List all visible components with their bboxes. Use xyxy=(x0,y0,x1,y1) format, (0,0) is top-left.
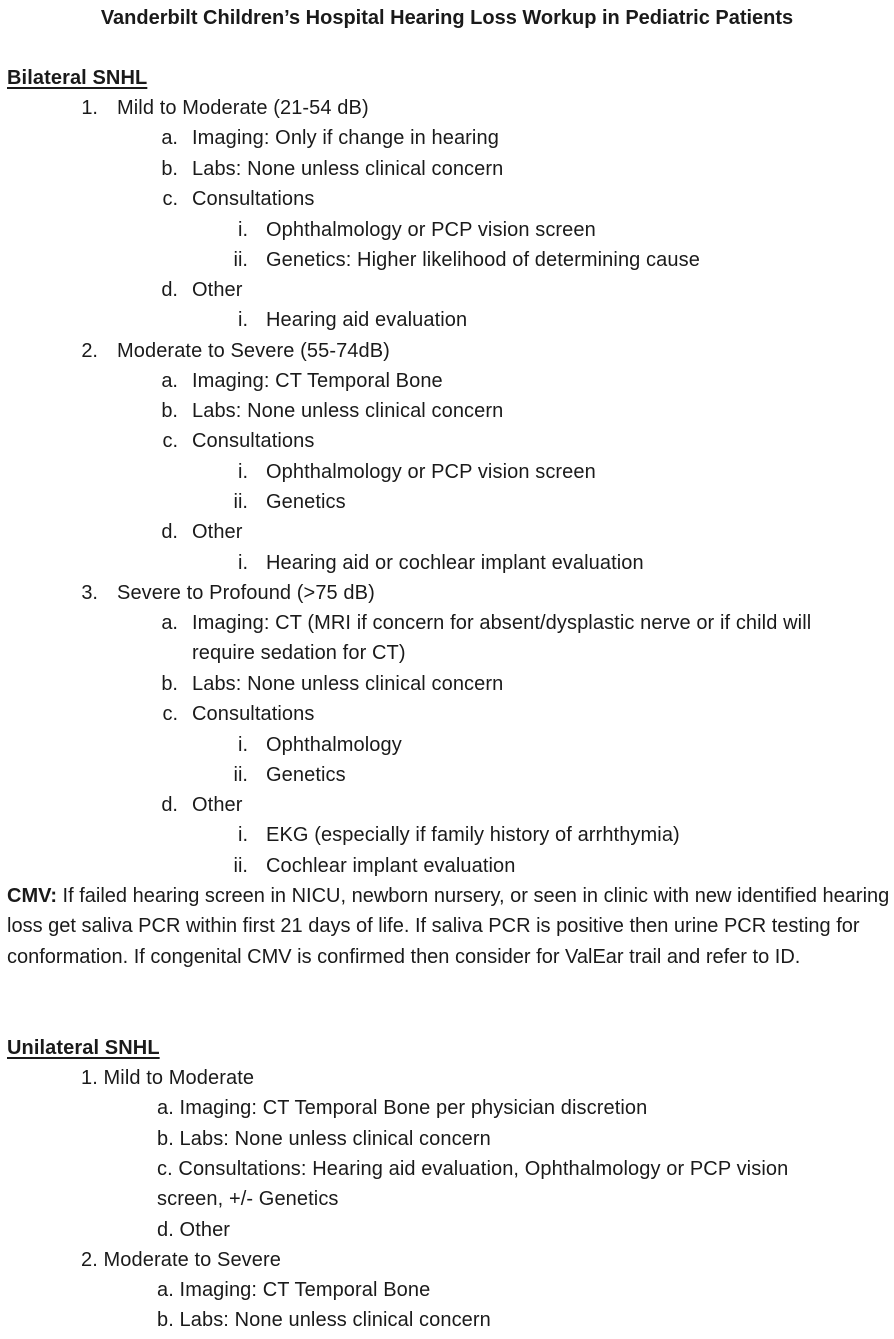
list-letter: a. xyxy=(161,370,178,392)
list-item: b. Labs: None unless clinical concern xyxy=(157,1128,491,1150)
list-item: Ophthalmology or PCP vision screen xyxy=(266,219,596,241)
list-letter: c. xyxy=(162,430,178,452)
section-heading-bilateral: Bilateral SNHL xyxy=(7,67,148,89)
list-roman: ii. xyxy=(233,855,248,877)
list-letter: a. xyxy=(161,127,178,149)
list-letter: d. xyxy=(161,521,178,543)
list-item-bilateral-mild-moderate: Mild to Moderate (21-54 dB) xyxy=(117,97,369,119)
list-letter: c. xyxy=(162,703,178,725)
list-roman: i. xyxy=(238,309,248,331)
list-item: Other xyxy=(192,521,243,543)
list-item-continuation: screen, +/- Genetics xyxy=(157,1188,339,1210)
list-item: Other xyxy=(192,279,243,301)
list-letter: b. xyxy=(161,158,178,180)
list-item-bilateral-moderate-severe: Moderate to Severe (55-74dB) xyxy=(117,340,390,362)
list-item: Cochlear implant evaluation xyxy=(266,855,516,877)
list-item-continuation: require sedation for CT) xyxy=(192,642,406,664)
list-item: Consultations xyxy=(192,188,315,210)
list-roman: i. xyxy=(238,552,248,574)
cmv-label: CMV: xyxy=(7,885,57,907)
list-number: 2. xyxy=(81,340,98,362)
cmv-paragraph xyxy=(7,881,891,972)
list-item: Genetics: Higher likelihood of determining cause xyxy=(266,249,700,271)
list-letter: b. xyxy=(161,673,178,695)
list-roman: ii. xyxy=(233,764,248,786)
list-item: Consultations xyxy=(192,430,315,452)
document-title: Vanderbilt Children’s Hospital Hearing Loss Workup in Pediatric Patients xyxy=(100,7,794,29)
list-letter: a. xyxy=(161,612,178,634)
list-roman: i. xyxy=(238,824,248,846)
list-roman: i. xyxy=(238,461,248,483)
list-item: Imaging: CT (MRI if concern for absent/dysplastic nerve or if child will xyxy=(192,612,812,634)
list-item: Hearing aid evaluation xyxy=(266,309,468,331)
list-roman: ii. xyxy=(233,249,248,271)
list-letter: b. xyxy=(161,400,178,422)
list-item: Genetics xyxy=(266,764,346,786)
list-item: Imaging: CT Temporal Bone xyxy=(192,370,443,392)
list-item: Ophthalmology xyxy=(266,734,402,756)
list-item: c. Consultations: Hearing aid evaluation, Ophthalmology or PCP vision xyxy=(157,1158,789,1180)
list-item: d. Other xyxy=(157,1219,231,1241)
list-item: b. Labs: None unless clinical concern xyxy=(157,1309,491,1331)
list-item: Labs: None unless clinical concern xyxy=(192,158,504,180)
list-item: a. Imaging: CT Temporal Bone xyxy=(157,1279,431,1301)
list-number: 1. xyxy=(81,97,98,119)
list-letter: d. xyxy=(161,794,178,816)
list-item: Ophthalmology or PCP vision screen xyxy=(266,461,596,483)
list-item: Other xyxy=(192,794,243,816)
list-letter: c. xyxy=(162,188,178,210)
cmv-text: If failed hearing screen in NICU, newborn nursery, or seen in clinic with new identified hearing loss get saliva PCR within first 21 days of life. If saliva PCR is positive then urine PCR testing for conformation. If congenital CMV is confirmed then consider for ValEar trail and refer to ID. xyxy=(7,885,890,968)
list-item-unilateral-moderate-severe: 2. Moderate to Severe xyxy=(81,1249,281,1271)
list-item: Imaging: Only if change in hearing xyxy=(192,127,499,149)
list-item-bilateral-severe-profound: Severe to Profound (>75 dB) xyxy=(117,582,375,604)
list-item: Labs: None unless clinical concern xyxy=(192,673,504,695)
section-heading-unilateral: Unilateral SNHL xyxy=(7,1037,160,1059)
list-roman: i. xyxy=(238,734,248,756)
list-item: EKG (especially if family history of arrhthymia) xyxy=(266,824,680,846)
list-item: Labs: None unless clinical concern xyxy=(192,400,504,422)
list-roman: ii. xyxy=(233,491,248,513)
list-item: a. Imaging: CT Temporal Bone per physician discretion xyxy=(157,1097,648,1119)
list-item: Consultations xyxy=(192,703,315,725)
list-letter: d. xyxy=(161,279,178,301)
list-item-unilateral-mild-moderate: 1. Mild to Moderate xyxy=(81,1067,255,1089)
list-item: Hearing aid or cochlear implant evaluation xyxy=(266,552,644,574)
list-number: 3. xyxy=(81,582,98,604)
list-roman: i. xyxy=(238,219,248,241)
list-item: Genetics xyxy=(266,491,346,513)
